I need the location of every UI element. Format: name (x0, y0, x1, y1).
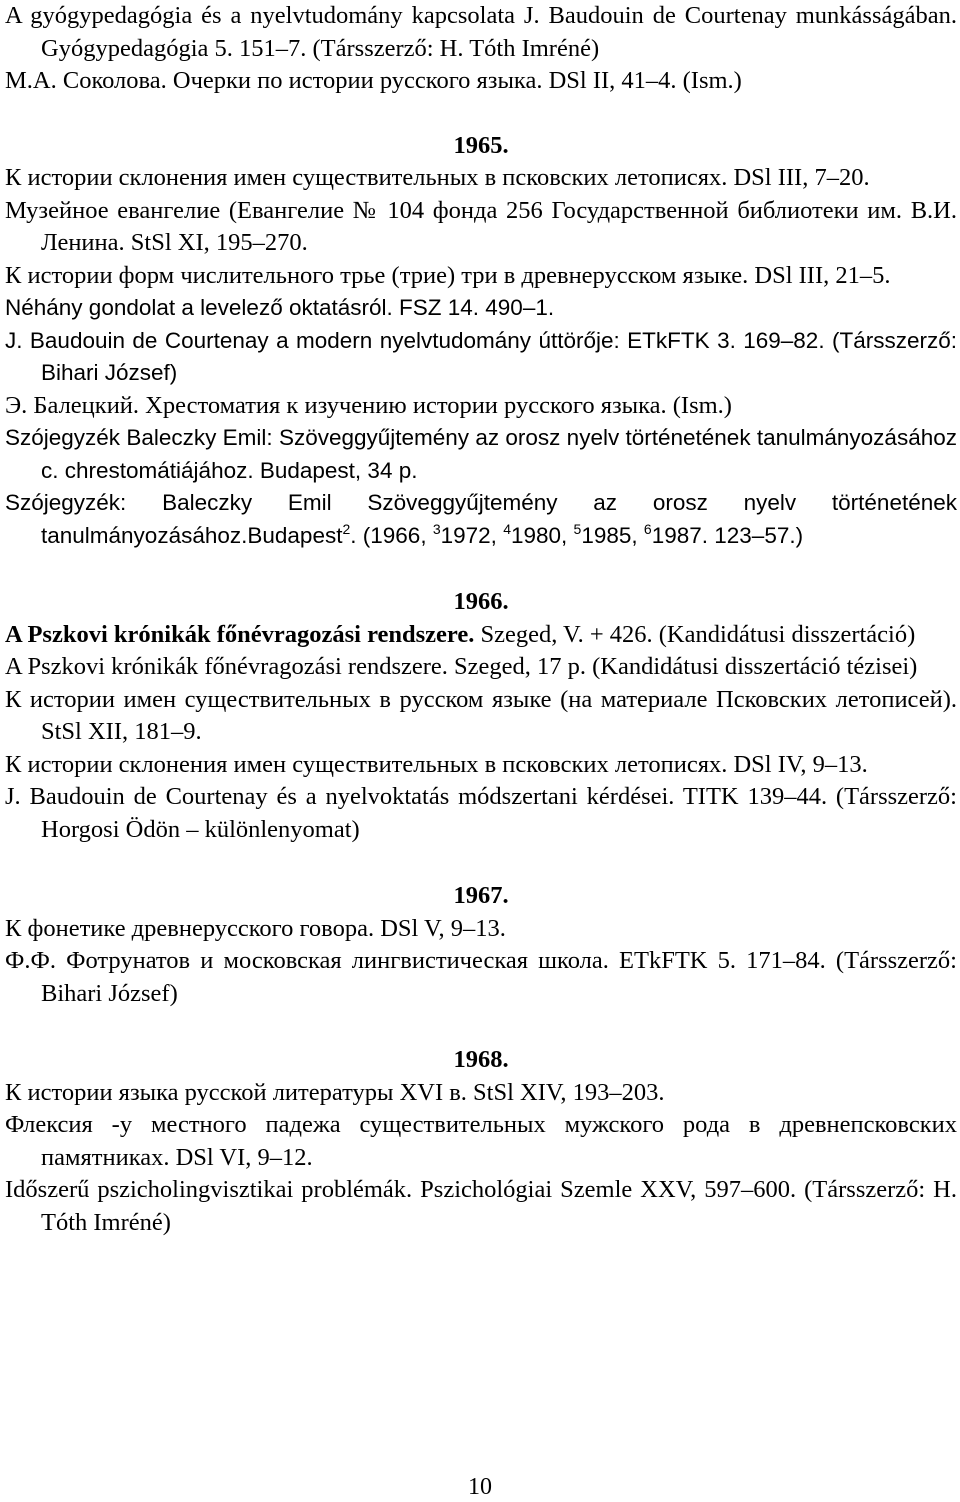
bibliography-entry: A gyógypedagógia és a nyelvtudomány kapcsolata J. Baudouin de Courtenay munkásságában. Gyógypedagógia 5. 151–7. (Társszerző: H. Tóth Imréné) (5, 2, 957, 62)
bibliography-entry: К истории форм числительного трье (трие) три в древнерусском языке. DSl III, 21–5. (5, 261, 891, 289)
entry-text: 1985, (581, 522, 644, 548)
bibliography-entry: К истории склонения имен существительных в псковских летописях. DSl IV, 9–13. (5, 750, 868, 778)
bibliography-entry: Időszerű pszicholingvisztikai problémák. Pszichológiai Szemle XXV, 597–600. (Társszerző: H. Tóth Imréné) (5, 1176, 957, 1236)
bibliography-entry: Szójegyzék Baleczky Emil: Szöveggyűjtemény az orosz nyelv történetének tanulmányozásához c. chrestomátiájához. Budapest, 34 p. (5, 425, 957, 483)
bibliography-entry: К истории языка русской литературы XVI в. StSl XIV, 193–203. (5, 1078, 665, 1106)
bibliography-entry: Э. Балецкий. Хрестоматия к изучению истории русского языка. (Ism.) (5, 391, 732, 419)
edition-superscript: 3 (432, 520, 441, 537)
bibliography-entry: К истории имен существительных в русском языке (на материале Псковских летописей). StSl XII, 181–9. (5, 685, 957, 745)
bibliography-entry: К фонетике древнерусского говора. DSl V, 9–13. (5, 914, 506, 942)
year-heading-1965: 1965. (453, 131, 509, 159)
bibliography-entry (5, 487, 957, 552)
bibliography-page (5, 0, 957, 1239)
year-heading-1966: 1966. (453, 588, 509, 615)
edition-superscript: 2 (342, 520, 351, 537)
bibliography-entry: К истории склонения имен существительных в псковских летописях. DSl III, 7–20. (5, 164, 870, 191)
bibliography-entry: J. Baudouin de Courtenay a modern nyelvtudomány úttörője: ETkFTK 3. 169–82. (Társszerző: Bihari József) (5, 327, 957, 385)
edition-superscript: 4 (503, 520, 511, 537)
entry-text: . (1966, (350, 522, 433, 548)
edition-superscript: 6 (643, 520, 652, 537)
entry-text: Szeged, V. + 426. (Kandidátusi disszertáció) (474, 620, 916, 648)
bibliography-entry (5, 619, 957, 652)
edition-superscript: 5 (573, 520, 582, 537)
bibliography-entry: A Pszkovi krónikák főnévragozási rendszere. Szeged, 17 p. (Kandidátusi disszertáció tézisei) (5, 653, 918, 680)
page-number: 10 (468, 1474, 492, 1500)
bibliography-entry: М.А. Соколова. Очерки по истории русского языка. DSl II, 41–4. (Ism.) (5, 67, 742, 94)
entry-text: 1987. 123–57.) (651, 522, 804, 548)
bibliography-entry: J. Baudouin de Courtenay és a nyelvoktatás módszertani kérdései. TITK 139–44. (Társszerző: Horgosi Ödön – különlenyomat) (5, 783, 957, 843)
bibliography-entry: Флексия -у местного падежа существительных мужского рода в древнепсковских памятниках. DSl VI, 9–12. (5, 1111, 957, 1171)
entry-text: Szójegyzék: Baleczky Emil Szöveggyűjtemény az orosz nyelv történetének tanulmányozásához.Budapest (5, 490, 957, 548)
bibliography-entry: Néhány gondolat a levelező oktatásról. FSZ 14. 490–1. (5, 295, 555, 320)
year-heading-1967: 1967. (453, 882, 509, 909)
entry-text: 1972, (440, 522, 504, 548)
dissertation-title: A Pszkovi krónikák főnévragozási rendszere. (5, 620, 475, 648)
year-heading-1968: 1968. (453, 1046, 509, 1073)
bibliography-entry: Музейное евангелие (Евангелие № 104 фонда 256 Государственной библиотеки им. В.И. Ленина. StSl XI, 195–270. (5, 196, 957, 256)
bibliography-entry: Ф.Ф. Фотрунатов и московская лингвистическая школа. ETkFTK 5. 171–84. (Társszerző: Bihari József) (5, 947, 957, 1007)
entry-text: 1980, (510, 522, 574, 548)
